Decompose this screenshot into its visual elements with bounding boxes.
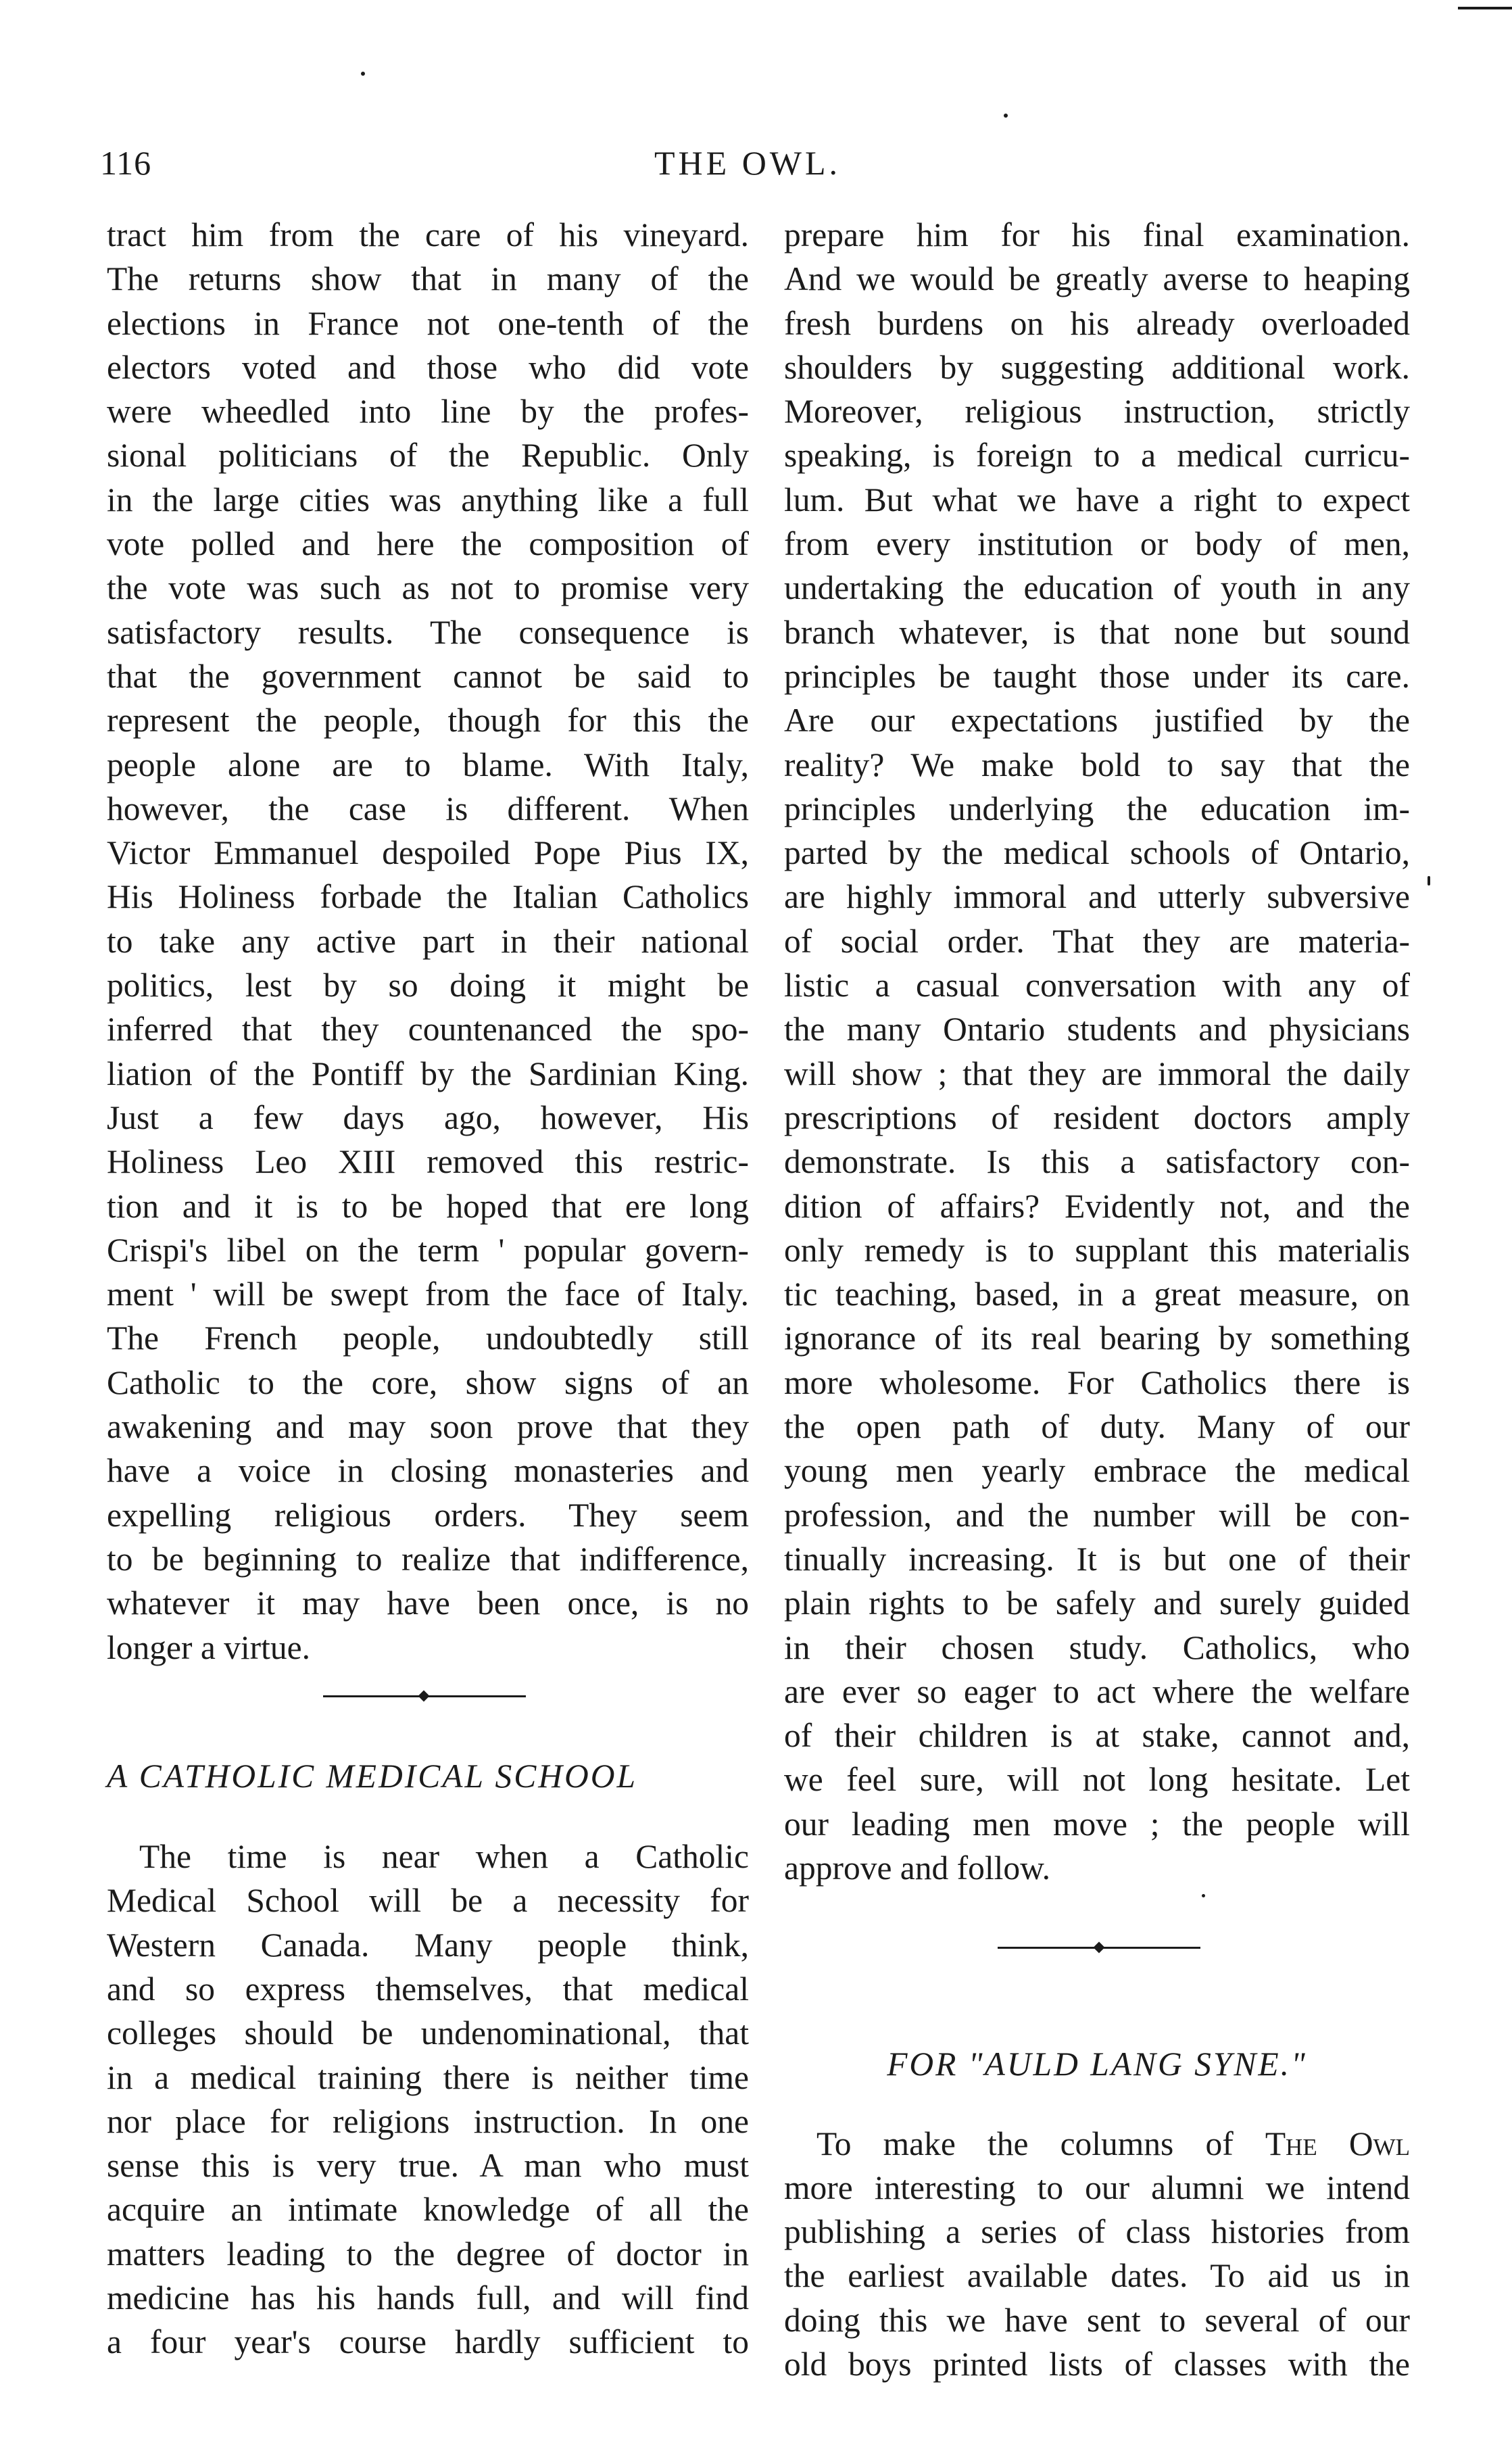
- right-paragraph-1: [784, 213, 1410, 1890]
- text-line: expelling religious orders. They seem: [107, 1496, 749, 1534]
- page-header: [0, 143, 1512, 184]
- text-line: whatever it may have been once, is no: [107, 1584, 749, 1622]
- text-line: young men yearly embrace the medical: [784, 1452, 1410, 1490]
- text-line: acquire an intimate knowledge of all the: [107, 2191, 749, 2229]
- text-line: represent the people, though for this the: [107, 702, 749, 739]
- text-line: parted by the medical schools of Ontario,: [784, 834, 1410, 872]
- text-line: tic teaching, based, in a great measure, on: [784, 1276, 1410, 1313]
- text-line: in a medical training there is neither time: [107, 2058, 749, 2096]
- text-line: more interesting to our alumni we intend: [784, 2168, 1410, 2206]
- left-column: [107, 213, 749, 2365]
- text-line: vote polled and here the composition of: [107, 525, 749, 563]
- text-line: reality? We make bold to say that the: [784, 746, 1410, 783]
- text-line: of social order. That they are materia-: [784, 922, 1410, 960]
- text-line: old boys printed lists of classes with the: [784, 2346, 1410, 2383]
- text-line: Victor Emmanuel despoiled Pope Pius IX,: [107, 834, 749, 872]
- text-line: that the government cannot be said to: [107, 657, 749, 695]
- section-divider-ornament: [107, 1674, 749, 1718]
- text-line: The returns show that in many of the: [107, 260, 749, 298]
- text-line: medicine has his hands full, and will find: [107, 2279, 749, 2317]
- magazine-name: The Owl: [1265, 2125, 1410, 2162]
- text-line: of their children is at stake, cannot and,: [784, 1717, 1410, 1755]
- text-line: And we would be greatly averse to heaping: [784, 260, 1410, 298]
- text-line: The time is near when a Catholic: [139, 1838, 749, 1876]
- section-heading-auld-lang-syne: FOR "AULD LANG SYNE.": [887, 2045, 1307, 2083]
- scan-speck: [1004, 114, 1008, 118]
- text-line: and so express themselves, that medical: [107, 1970, 749, 2008]
- text-line: Crispi's libel on the term ' popular govern-: [107, 1231, 749, 1269]
- page-number: 116: [100, 144, 152, 182]
- text-line: elections in France not one-tenth of the: [107, 304, 749, 342]
- text-line: in the large cities was anything like a full: [107, 481, 749, 518]
- text-line: undertaking the education of youth in any: [784, 569, 1410, 607]
- text-line: listic a casual conversation with any of: [784, 967, 1410, 1004]
- text-line: only remedy is to supplant this materialis: [784, 1231, 1410, 1269]
- text-line: satisfactory results. The consequence is: [107, 613, 749, 651]
- text-line: in their chosen study. Catholics, who: [784, 1628, 1410, 1666]
- text-line: to be beginning to realize that indifference,: [107, 1540, 749, 1578]
- scan-speck: [361, 72, 365, 76]
- scan-edge-mark: [1458, 7, 1512, 9]
- right-column: [784, 213, 1410, 2386]
- section-heading-catholic-medical-school: A CATHOLIC MEDICAL SCHOOL: [107, 1757, 638, 1795]
- text-line: Are our expectations justified by the: [784, 702, 1410, 739]
- left-paragraph-1: [107, 213, 749, 1670]
- text-line: the earliest available dates. To aid us in: [784, 2257, 1410, 2295]
- text-line: profession, and the number will be con-: [784, 1496, 1410, 1534]
- text-line: to take any active part in their national: [107, 922, 749, 960]
- text-line: electors voted and those who did vote: [107, 348, 749, 386]
- text-line: tinually increasing. It is but one of their: [784, 1540, 1410, 1578]
- text-line: dition of affairs? Evidently not, and the: [784, 1187, 1410, 1225]
- text-line: speaking, is foreign to a medical curricu-: [784, 437, 1410, 475]
- text-line: tion and it is to be hoped that ere long: [107, 1187, 749, 1225]
- text-line: publishing a series of class histories from: [784, 2213, 1410, 2251]
- text-line: we feel sure, will not long hesitate. Let: [784, 1761, 1410, 1799]
- divider-diamond: [418, 1690, 430, 1701]
- text-line: politics, lest by so doing it might be: [107, 967, 749, 1004]
- text-line: prescriptions of resident doctors amply: [784, 1098, 1410, 1136]
- text-line: To make the columns of The Owl: [816, 2125, 1410, 2162]
- text-line: matters leading to the degree of doctor in: [107, 2235, 749, 2273]
- text-line: a four year's course hardly sufficient to: [107, 2323, 749, 2361]
- text-line: more wholesome. For Catholics there is: [784, 1363, 1410, 1401]
- text-line: Just a few days ago, however, His: [107, 1098, 749, 1136]
- text-line: will show ; that they are immoral the daily: [784, 1054, 1410, 1092]
- text-line: plain rights to be safely and surely guided: [784, 1584, 1410, 1622]
- text-line: are highly immoral and utterly subversive: [784, 878, 1410, 916]
- text-line: inferred that they countenanced the spo-: [107, 1011, 749, 1048]
- running-title: THE OWL.: [654, 144, 842, 182]
- divider-diamond: [1094, 1942, 1105, 1954]
- text-line: Holiness Leo XIII removed this restric-: [107, 1143, 749, 1181]
- text-line: the open path of duty. Many of our: [784, 1408, 1410, 1446]
- scan-speck: [1428, 876, 1430, 886]
- text-line: sional politicians of the Republic. Only: [107, 437, 749, 475]
- text-line: liation of the Pontiff by the Sardinian King.: [107, 1054, 749, 1092]
- section-divider-ornament: [784, 1925, 1410, 1969]
- text-line: Western Canada. Many people think,: [107, 1926, 749, 1964]
- text-line: the many Ontario students and physicians: [784, 1011, 1410, 1048]
- text-line: sense this is very true. A man who must: [107, 2147, 749, 2185]
- text-line: ment ' will be swept from the face of Italy.: [107, 1276, 749, 1313]
- text-line: are ever so eager to act where the welfare: [784, 1672, 1410, 1710]
- text-line: from every institution or body of men,: [784, 525, 1410, 563]
- right-paragraph-2: [784, 2122, 1410, 2387]
- text-line: demonstrate. Is this a satisfactory con-: [784, 1143, 1410, 1181]
- text-line: tract him from the care of his vineyard.: [107, 216, 749, 253]
- text-line: Catholic to the core, show signs of an: [107, 1363, 749, 1401]
- left-paragraph-2: [107, 1835, 749, 2365]
- text-line: Moreover, religious instruction, strictly: [784, 393, 1410, 431]
- text-line: The French people, undoubtedly still: [107, 1319, 749, 1357]
- text-line: our leading men move ; the people will: [784, 1805, 1410, 1843]
- text-line: lum. But what we have a right to expect: [784, 481, 1410, 518]
- text-line: the vote was such as not to promise very: [107, 569, 749, 607]
- text-line: longer a virtue.: [107, 1628, 311, 1666]
- text-line: fresh burdens on his already overloaded: [784, 304, 1410, 342]
- text-line: prepare him for his final examination.: [784, 216, 1410, 253]
- text-line: however, the case is different. When: [107, 790, 749, 827]
- text-line: ignorance of its real bearing by something: [784, 1319, 1410, 1357]
- text-line: principles underlying the education im-: [784, 790, 1410, 827]
- text-line: have a voice in closing monasteries and: [107, 1452, 749, 1490]
- text-line: Medical School will be a necessity for: [107, 1882, 749, 1920]
- text-line: were wheedled into line by the profes-: [107, 393, 749, 431]
- text-line: colleges should be undenominational, that: [107, 2014, 749, 2052]
- text-line: shoulders by suggesting additional work.: [784, 348, 1410, 386]
- text-line: people alone are to blame. With Italy,: [107, 746, 749, 783]
- text-line: doing this we have sent to several of our: [784, 2301, 1410, 2339]
- text-line: branch whatever, is that none but sound: [784, 613, 1410, 651]
- text-line: principles be taught those under its care.: [784, 657, 1410, 695]
- text-line: nor place for religions instruction. In one: [107, 2102, 749, 2140]
- text-line: His Holiness forbade the Italian Catholics: [107, 878, 749, 916]
- text-line: awakening and may soon prove that they: [107, 1408, 749, 1446]
- text-line: approve and follow.: [784, 1849, 1051, 1887]
